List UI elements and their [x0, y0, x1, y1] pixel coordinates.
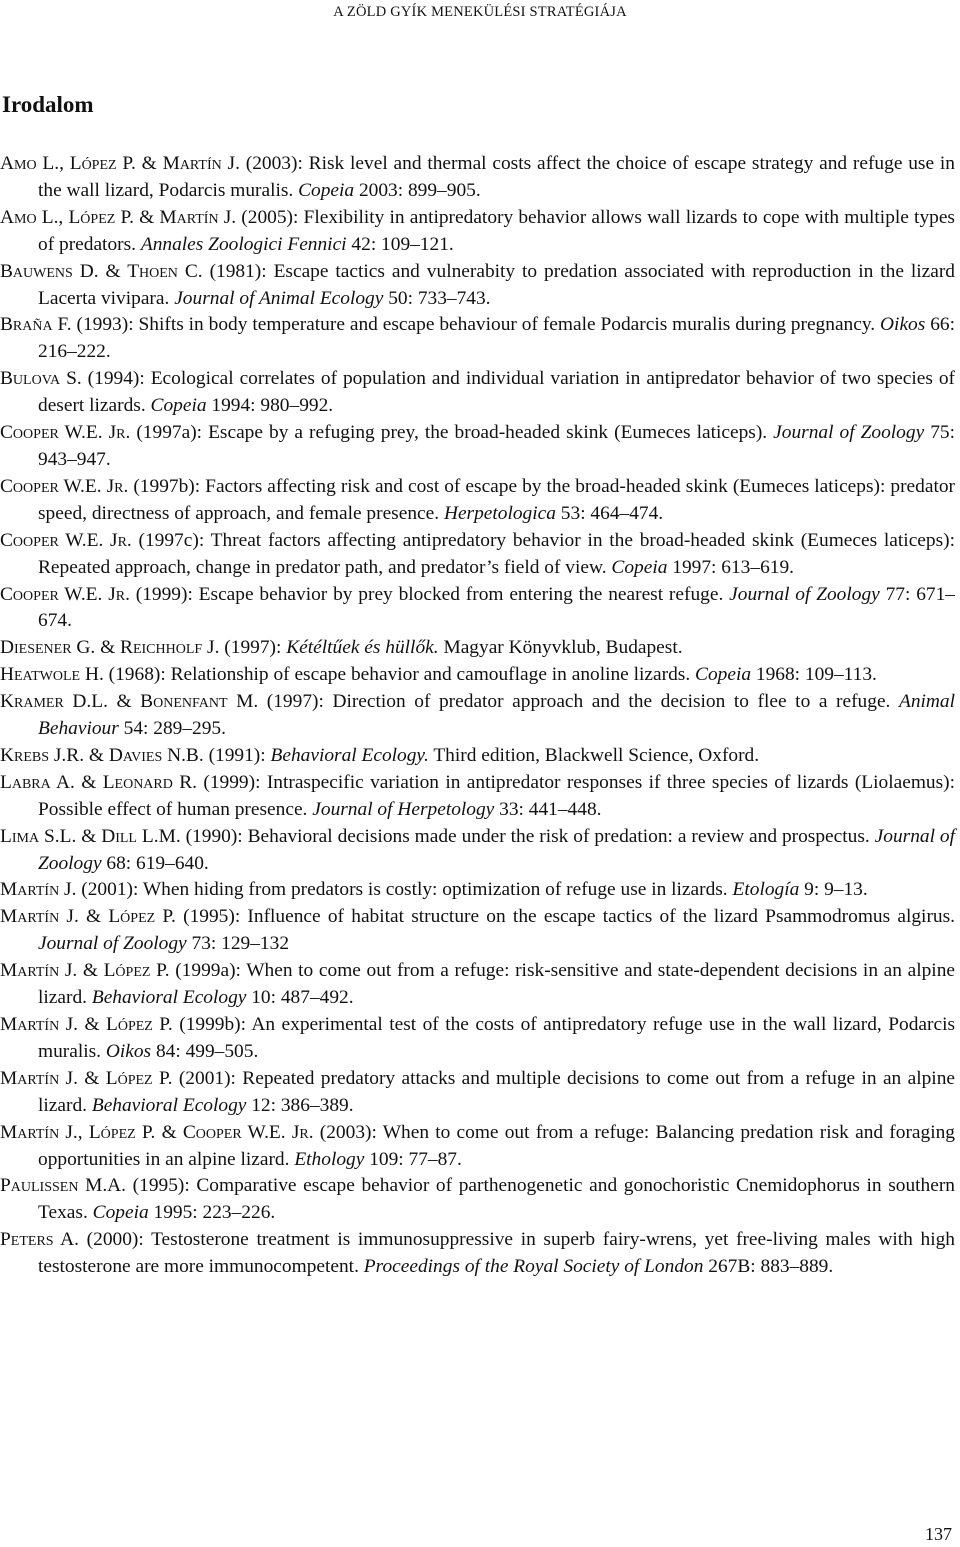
reference-authors: Peters A.	[0, 1229, 80, 1251]
reference-details: 9: 9–13.	[799, 879, 868, 901]
reference-details: 33: 441–448.	[494, 798, 602, 820]
reference-text: (1999b): An experimental test of the costs of antipredatory refuge use in the wall lizard, Podarcis muralis.	[38, 1014, 956, 1062]
reference-entry	[0, 743, 955, 770]
reference-authors: Cooper W.E. Jr.	[0, 422, 131, 444]
reference-entry	[0, 366, 955, 420]
reference-text: (1997b): Factors affecting risk and cost of escape by the broad-headed skink (Eumeces laticeps): predator speed, directness of approach, and female presence.	[38, 475, 955, 524]
reference-source: Copeia	[695, 664, 752, 686]
reference-authors: Paulissen M.A.	[0, 1175, 127, 1197]
reference-entry	[0, 1227, 955, 1281]
reference-entry	[0, 662, 955, 689]
reference-details: 12: 386–389.	[246, 1094, 354, 1116]
reference-authors: Diesener G. & Reichholf J.	[0, 637, 220, 659]
reference-text: (1999): Intraspecific variation in antipredator responses if three species of lizards (Liolaemus): Possible effect of human presence.	[38, 771, 955, 820]
reference-source: Annales Zoologici Fennici	[140, 233, 347, 255]
reference-details: Magyar Könyvklub, Budapest.	[438, 637, 683, 659]
reference-authors: Cooper W.E. Jr.	[0, 529, 132, 551]
reference-source: Behavioral Ecology	[91, 987, 247, 1009]
reference-entry	[0, 474, 955, 528]
reference-details: 1994: 980–992.	[206, 395, 334, 417]
reference-entry	[0, 312, 955, 366]
reference-text: (1991):	[203, 744, 271, 766]
reference-details: 75: 943–947.	[38, 422, 955, 470]
reference-text: (1995): Comparative escape behavior of parthenogenetic and gonochoristic Cnemidophorus in southern Texas.	[38, 1175, 955, 1224]
reference-entry	[0, 1066, 955, 1120]
reference-entry	[0, 770, 955, 824]
reference-authors: Martín J. & López P.	[0, 1014, 173, 1035]
reference-entry	[0, 151, 955, 205]
reference-entry	[0, 824, 955, 878]
running-header: A ZÖLD GYÍK MENEKÜLÉSI STRATÉGIÁJA	[333, 4, 627, 20]
reference-text: (1997a): Escape by a refuging prey, the broad-headed skink (Eumeces laticeps).	[130, 422, 774, 444]
reference-details: 53: 464–474.	[555, 502, 664, 524]
reference-authors: Cooper W.E. Jr.	[0, 583, 130, 605]
reference-text: (1999): Escape behavior by prey blocked from entering the nearest refuge.	[129, 583, 730, 605]
reference-authors: Braña F.	[0, 314, 72, 336]
reference-details: 10: 487–492.	[246, 987, 354, 1009]
reference-authors: Amo L., López P. & Martín J.	[0, 206, 237, 228]
reference-authors: Labra A. & Leonard R.	[0, 771, 198, 793]
reference-source: Kétéltűek és hüllők.	[286, 637, 439, 659]
reference-list	[0, 151, 955, 1281]
reference-text: (2005): Flexibility in antipredatory behavior allows wall lizards to cope with multiple types of predators.	[38, 206, 955, 255]
reference-text: (1995): Influence of habitat structure on the escape tactics of the lizard Psammodromus algirus.	[175, 906, 955, 928]
reference-source: Journal of Zoology	[38, 825, 955, 874]
reference-entry	[0, 958, 955, 1012]
reference-authors: Bulova S.	[0, 368, 82, 390]
reference-text: (2001): Repeated predatory attacks and multiple decisions to come out from a refuge in an alpine lizard.	[38, 1067, 955, 1116]
reference-entry	[0, 1120, 955, 1174]
reference-entry	[0, 1173, 955, 1227]
reference-source: Behavioral Ecology	[91, 1094, 247, 1116]
reference-authors: Lima S.L. & Dill L.M.	[0, 825, 181, 847]
reference-authors: Martín J.	[0, 879, 77, 901]
reference-source: Journal of Zoology	[38, 933, 187, 955]
reference-source: Copeia	[92, 1202, 149, 1224]
reference-authors: Krebs J.R. & Davies N.B.	[0, 744, 204, 766]
reference-details: 2003: 899–905.	[354, 179, 481, 201]
reference-details: 1997: 613–619.	[667, 556, 795, 578]
reference-text: (1999a): When to come out from a refuge: risk-sensitive and state-dependent decisions in an alpine lizard.	[38, 960, 955, 1009]
reference-text: (1990): Behavioral decisions made under the risk of predation: a review and prospectus.	[180, 825, 875, 847]
reference-source: Journal of Zoology	[773, 422, 925, 444]
reference-details: 50: 733–743.	[383, 287, 491, 309]
reference-source: Journal of Zoology	[729, 583, 880, 605]
reference-source: Oikos	[880, 314, 926, 336]
reference-text: (2001): When hiding from predators is costly: optimization of refuge use in lizards.	[76, 879, 733, 901]
reference-details: 66: 216–222.	[38, 314, 955, 363]
reference-text: (1994): Ecological correlates of population and individual variation in antipredator behavior of two species of desert lizards.	[38, 368, 955, 417]
section-title: Irodalom	[2, 92, 94, 117]
reference-text: (1981): Escape tactics and vulnerabity to predation associated with reproduction in the lizard Lacerta vivipara.	[38, 260, 955, 309]
reference-source: Animal Behaviour	[38, 691, 955, 740]
reference-authors: Cooper W.E. Jr.	[0, 475, 129, 497]
reference-entry	[0, 259, 955, 313]
reference-entry	[0, 904, 955, 958]
reference-text: (1993): Shifts in body temperature and escape behaviour of female Podarcis muralis during pregnancy.	[71, 314, 881, 336]
reference-authors: Heatwole H.	[0, 664, 104, 686]
reference-details: 109: 77–87.	[364, 1148, 462, 1170]
reference-entry	[0, 205, 955, 259]
reference-authors: Amo L., López P. & Martín J.	[0, 153, 240, 174]
reference-source: Journal of Herpetology	[312, 798, 495, 820]
reference-details: 1968: 109–113.	[751, 664, 877, 686]
reference-details: 68: 619–640.	[101, 852, 209, 874]
reference-details: 77: 671–674.	[38, 583, 955, 632]
reference-text: (1997): Direction of predator approach and the decision to flee to a refuge.	[258, 691, 899, 713]
reference-text: (2000): Testosterone treatment is immunosuppressive in superb fairy-wrens, yet free-living males with high testosterone are more immunocompetent.	[38, 1229, 955, 1278]
reference-entry	[0, 582, 955, 636]
reference-authors: Martín J. & López P.	[0, 960, 170, 982]
reference-details: 54: 289–295.	[118, 718, 226, 740]
reference-source: Copeia	[150, 395, 207, 417]
reference-text: (1997c): Threat factors affecting antipredatory behavior in the broad-headed skink (Eumeces laticeps): Repeated approach, change in predator path, and predator’s field of view.	[38, 529, 955, 578]
reference-entry	[0, 528, 955, 582]
reference-authors: Bauwens D. & Thoen C.	[0, 260, 203, 282]
reference-source: Copeia	[611, 556, 668, 578]
reference-details: 267B: 883–889.	[703, 1256, 834, 1278]
reference-entry	[0, 689, 955, 743]
reference-authors: Martín J. & López P.	[0, 906, 176, 928]
reference-details: Third edition, Blackwell Science, Oxford.	[428, 744, 760, 766]
reference-authors: Martín J., López P. & Cooper W.E. Jr.	[0, 1121, 314, 1143]
reference-details: 84: 499–505.	[151, 1040, 259, 1062]
reference-source: Proceedings of the Royal Society of London	[363, 1256, 704, 1278]
reference-source: Behavioral Ecology.	[270, 744, 429, 766]
reference-entry	[0, 635, 955, 662]
reference-details: 1995: 223–226.	[148, 1202, 276, 1224]
reference-details: 73: 129–132	[186, 933, 290, 955]
reference-source: Herpetologica	[443, 502, 556, 524]
reference-entry	[0, 1012, 955, 1066]
reference-authors: Kramer D.L. & Bonenfant M.	[0, 691, 259, 713]
reference-details: 42: 109–121.	[346, 233, 454, 255]
reference-entry	[0, 877, 955, 904]
reference-source: Ethology	[294, 1148, 365, 1170]
reference-text: (2003): Risk level and thermal costs affect the choice of escape strategy and refuge use in the wall lizard, Podarcis muralis.	[38, 153, 955, 201]
reference-authors: Martín J. & López P.	[0, 1067, 173, 1089]
reference-text: (2003): When to come out from a refuge: Balancing predation risk and foraging opportunities in an alpine lizard.	[38, 1121, 955, 1170]
reference-text: (1997):	[219, 637, 287, 659]
reference-source: Journal of Animal Ecology	[174, 287, 384, 309]
reference-source: Etología	[732, 879, 800, 901]
reference-text: (1968): Relationship of escape behavior and camouflage in anoline lizards.	[103, 664, 696, 686]
reference-source: Copeia	[298, 179, 355, 201]
page-number: 137	[925, 1524, 952, 1544]
reference-entry	[0, 420, 955, 474]
reference-source: Oikos	[105, 1040, 152, 1062]
